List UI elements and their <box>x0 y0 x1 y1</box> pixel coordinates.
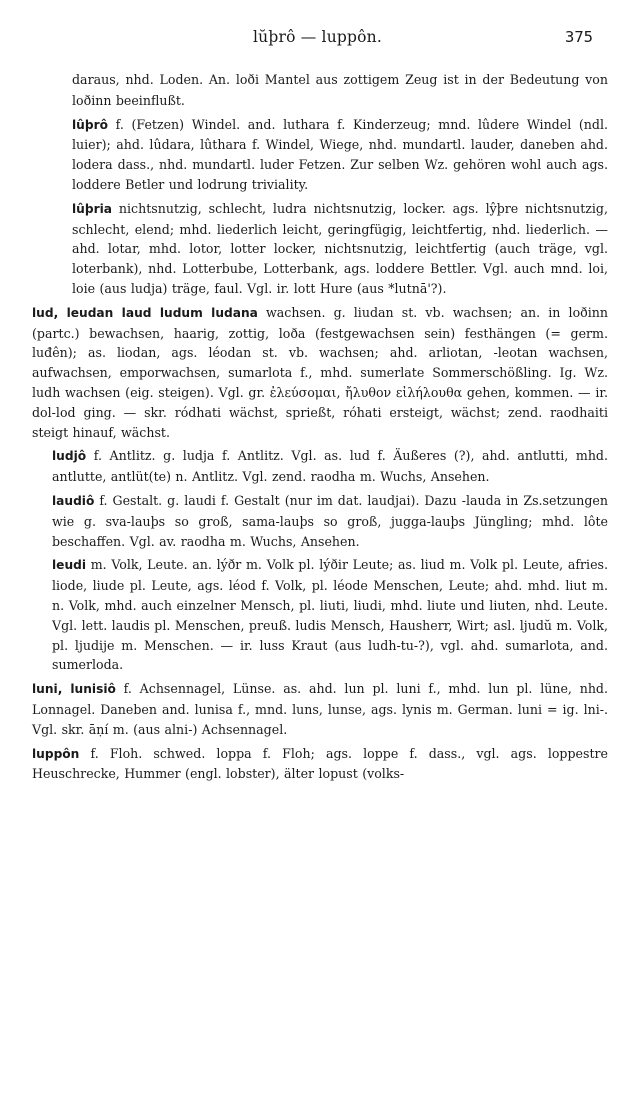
running-head: lŭþrô — luppôn. <box>253 28 382 46</box>
entry-text: f. Achsennagel, Lünse. as. ahd. lun pl. luni f., mhd. lun pl. lüne, nhd. Lonnagel. Daneben and. lunisa f., mnd. luns, lunse, ags. lynis m. German. luni = ig. lni-. Vgl. skr. āṇí m. (aus alni-) Achsennagel. <box>32 681 608 737</box>
entry-lud <box>32 303 608 443</box>
entry-text: f. Gestalt. g. laudi f. Gestalt (nur im dat. laudjai). Dazu -lauda in Zs.setzungen wie g. sva-lauþs so groß, sama-lauþs so groß, jugga-lauþs Jüngling; mhd. lôte beschaffen. Vgl. av. raodha m. Wuchs, Ansehen. <box>52 492 608 549</box>
entry-laudio <box>52 491 608 551</box>
entry-lemma: leudi <box>52 558 87 573</box>
entry-list <box>32 70 608 788</box>
entry-leudi <box>52 555 608 675</box>
entry-continuation <box>72 70 608 111</box>
entry-luthro <box>72 115 608 195</box>
entry-luppon <box>32 744 608 785</box>
entry-lemma: ludjô <box>52 449 87 464</box>
entry-text: f. Antlitz. g. ludja f. Antlitz. Vgl. as. lud f. Äußeres (?), ahd. antlutti, mhd. antlutte, antlüt(te) n. Antlitz. Vgl. zend. raodha m. Wuchs, Ansehen. <box>52 448 608 485</box>
entry-ludjo <box>52 446 608 487</box>
entry-lemma: lud, leudan laud ludum ludana <box>32 305 258 320</box>
entry-luni <box>32 679 608 739</box>
page-number: 375 <box>565 28 593 46</box>
entry-lemma: luppôn <box>32 746 80 761</box>
page-header <box>30 28 605 52</box>
entry-text: m. Volk, Leute. an. lýðr m. Volk pl. lýðir Leute; as. liud m. Volk pl. Leute, afries. liode, liude pl. Leute, ags. léod f. Volk, pl. léode Menschen, Leute; ahd. mhd. liut m. n. Volk, mhd. auch einzelner Mensch, pl. liuti, liudi, mhd. liute und liuten, nhd. Leute. Vgl. lett. laudis pl. Menschen, preuß. ludis Mensch, Hausherr, Wirt; asl. ljudŭ m. Volk, pl. ljudije m. Menschen. — ir. luss Kraut (aus ludh-tu-?), vgl. ahd. sumarlota, and. sumerloda. <box>52 557 608 673</box>
entry-text: daraus, nhd. Loden. An. loði Mantel aus zottigem Zeug ist in der Bedeutung von loðinn beeinflußt. <box>72 72 608 108</box>
entry-text: f. Floh. schwed. loppa f. Floh; ags. loppe f. dass., vgl. ags. loppestre Heuschrecke, Hummer (engl. lobster), älter lopust (volks- <box>32 745 609 782</box>
entry-text: wachsen. g. liudan st. vb. wachsen; an. in loðinn (partc.) bewachsen, haarig, zottig, loða (festgewachsen sein) festhängen (= germ. luđên); as. liodan, ags. léodan st. vb. wachsen; ahd. arliotan, -leotan wachsen, aufwachsen, emporwachsen, sumarlota f., mhd. sumerlate Sommerschößling. Ig. Wz. ludh wachsen (eig. steigen). Vgl. gr. ἐλεύσομαι, ἤλυθον εἰλήλουθα gehen, kommen. — ir. dol-lod ging. — skr. ródhati wächst, sprießt, róhati ersteigt, wächst; zend. raodhaiti steigt hinauf, wächst. <box>32 304 608 440</box>
entry-lemma: laudiô <box>52 493 95 508</box>
entry-text: nichtsnutzig, schlecht, ludra nichtsnutzig, locker. ags. lŷþre nichtsnutzig, schlecht, elend; mhd. liederlich leicht, geringfügig, leichtfertig, nhd. liederlich. — ahd. lotar, mhd. lotor, lotter locker, nichtsnutzig, leichtfertig (auch träge, vgl. loterbank), nhd. Lotterbube, Lotterbank, ags. loddere Bettler. Vgl. auch mnd. loi, loie (aus ludja) träge, faul. Vgl. ir. lott Hure (aus *lutnā'?). <box>72 200 609 296</box>
entry-text: f. (Fetzen) Windel. and. luthara f. Kinderzeug; mnd. lûdere Windel (ndl. luier); ahd. lûdara, lûthara f. Windel, Wiege, nhd. mundartl. lauder, daneben ahd. lodera dass., nhd. mundartl. luder Fetzen. Zur selben Wz. gehören wohl auch ags. loddere Betler und lodrung triviality. <box>72 116 608 192</box>
entry-lemma: lûþria <box>72 201 112 216</box>
entry-lemma: lûþrô <box>72 117 108 132</box>
entry-luthria <box>72 199 608 299</box>
entry-lemma: luni, lunisiô <box>32 682 116 697</box>
